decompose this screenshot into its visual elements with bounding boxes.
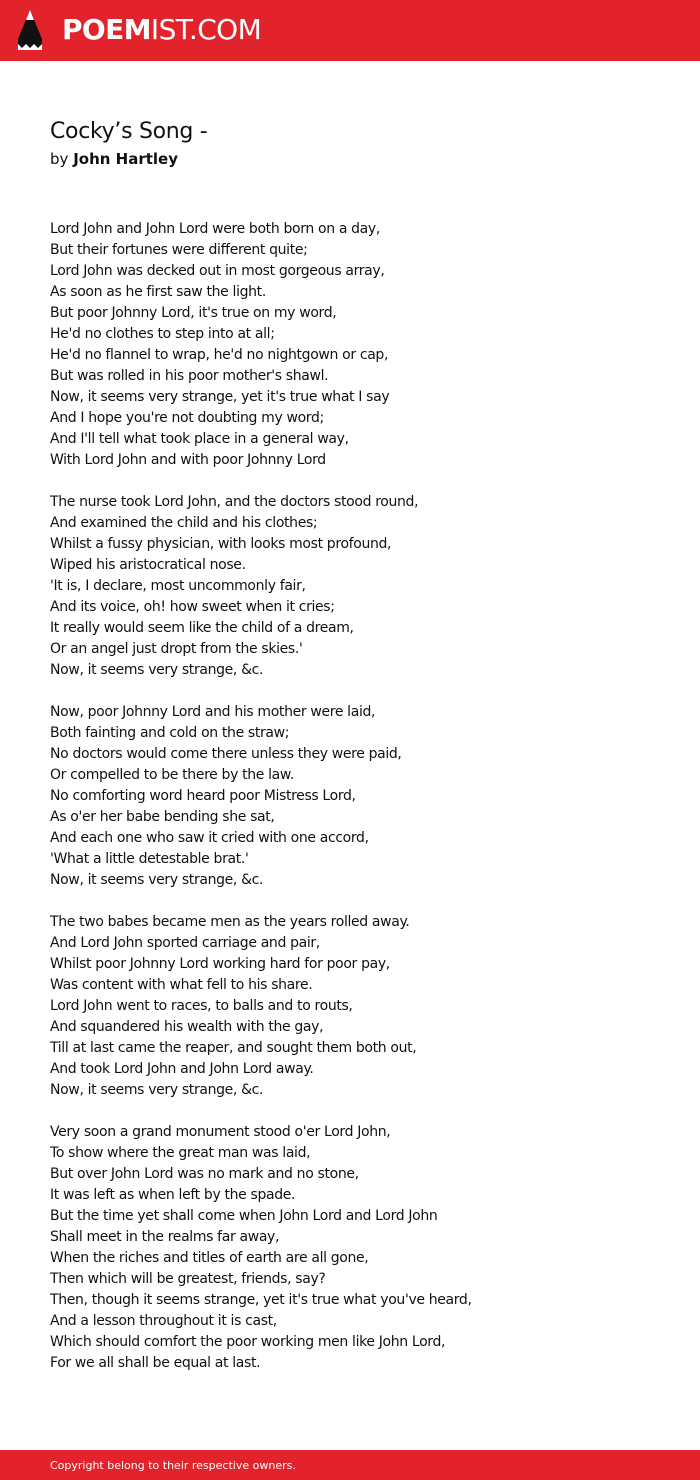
poem-line: Or an angel just dropt from the skies.' (50, 641, 303, 657)
poem-line: He'd no flannel to wrap, he'd no nightgown or cap, (50, 347, 389, 363)
poem-line: It was left as when left by the spade. (50, 1187, 296, 1203)
poem-line: But the time yet shall come when John Lord and Lord John (50, 1208, 438, 1224)
poem-line: And examined the child and his clothes; (50, 515, 318, 531)
poem-line: Whilst a fussy physician, with looks most profound, (50, 536, 392, 552)
site-logo[interactable] (62, 13, 261, 47)
stanza (50, 702, 670, 891)
poem-title: Cocky’s Song - (50, 119, 208, 144)
stanza (50, 492, 670, 681)
poem-line: And I hope you're not doubting my word; (50, 410, 324, 426)
poem-line: To show where the great man was laid, (50, 1145, 311, 1161)
poem-line: As o'er her babe bending she sat, (50, 809, 275, 825)
poem-line: And Lord John sported carriage and pair, (50, 935, 320, 951)
poem-line: The nurse took Lord John, and the doctors stood round, (50, 494, 419, 510)
poem-line: But their fortunes were different quite; (50, 242, 308, 258)
poem-line: Shall meet in the realms far away, (50, 1229, 280, 1245)
stanza (50, 1122, 670, 1374)
poem-line: Whilst poor Johnny Lord working hard for poor pay, (50, 956, 390, 972)
pencil-icon[interactable] (17, 9, 43, 51)
poem-line: Lord John and John Lord were both born on a day, (50, 221, 380, 237)
poem-line: Was content with what fell to his share. (50, 977, 313, 993)
byline (50, 148, 178, 170)
author-name: John Hartley (73, 150, 178, 168)
poem-line: And its voice, oh! how sweet when it cries; (50, 599, 335, 615)
poem-line: It really would seem like the child of a dream, (50, 620, 354, 636)
poem-line: Or compelled to be there by the law. (50, 767, 294, 783)
stanza (50, 219, 670, 471)
site-header (0, 0, 700, 61)
poem-line: As soon as he first saw the light. (50, 284, 266, 300)
poem-line: 'It is, I declare, most uncommonly fair, (50, 578, 306, 594)
poem-line: But was rolled in his poor mother's shawl. (50, 368, 329, 384)
logo-bold-text: POEM (62, 13, 151, 46)
poem-line: Now, it seems very strange, yet it's true what I say (50, 389, 390, 405)
poem-line: The two babes became men as the years rolled away. (50, 914, 410, 930)
poem-line: And squandered his wealth with the gay, (50, 1019, 324, 1035)
poem-line: Lord John was decked out in most gorgeous array, (50, 263, 385, 279)
poem-line: But poor Johnny Lord, it's true on my word, (50, 305, 337, 321)
by-label: by (50, 150, 69, 168)
poem-line: Now, it seems very strange, &c. (50, 872, 264, 888)
poem-line: Then which will be greatest, friends, say? (50, 1271, 326, 1287)
site-footer (0, 1450, 700, 1480)
poem-line: Till at last came the reaper, and sought them both out, (50, 1040, 417, 1056)
poem-line: When the riches and titles of earth are all gone, (50, 1250, 369, 1266)
poem-line: And each one who saw it cried with one accord, (50, 830, 369, 846)
poem-line: Now, it seems very strange, &c. (50, 662, 264, 678)
poem-line: With Lord John and with poor Johnny Lord (50, 452, 326, 468)
logo-light-text: IST.COM (150, 13, 262, 46)
poem-line: Wiped his aristocratical nose. (50, 557, 246, 573)
poem-line: And a lesson throughout it is cast, (50, 1313, 277, 1329)
poem-line: Very soon a grand monument stood o'er Lord John, (50, 1124, 391, 1140)
poem-line: Both fainting and cold on the straw; (50, 725, 290, 741)
poem-line: 'What a little detestable brat.' (50, 851, 249, 867)
poem-line: And took Lord John and John Lord away. (50, 1061, 314, 1077)
poem-line: Now, it seems very strange, &c. (50, 1082, 264, 1098)
copyright-text: Copyright belong to their respective owners. (50, 1459, 296, 1472)
poem-line: Now, poor Johnny Lord and his mother were laid, (50, 704, 376, 720)
poem-line: No doctors would come there unless they were paid, (50, 746, 402, 762)
poem-line: Which should comfort the poor working men like John Lord, (50, 1334, 446, 1350)
stanza (50, 912, 670, 1101)
poem-body (50, 219, 670, 1395)
poem-line: No comforting word heard poor Mistress Lord, (50, 788, 356, 804)
poem-line: He'd no clothes to step into at all; (50, 326, 275, 342)
poem-line: Then, though it seems strange, yet it's true what you've heard, (50, 1292, 472, 1308)
poem-line: But over John Lord was no mark and no stone, (50, 1166, 359, 1182)
poem-line: And I'll tell what took place in a general way, (50, 431, 349, 447)
poem-line: For we all shall be equal at last. (50, 1355, 261, 1371)
poem-line: Lord John went to races, to balls and to routs, (50, 998, 353, 1014)
